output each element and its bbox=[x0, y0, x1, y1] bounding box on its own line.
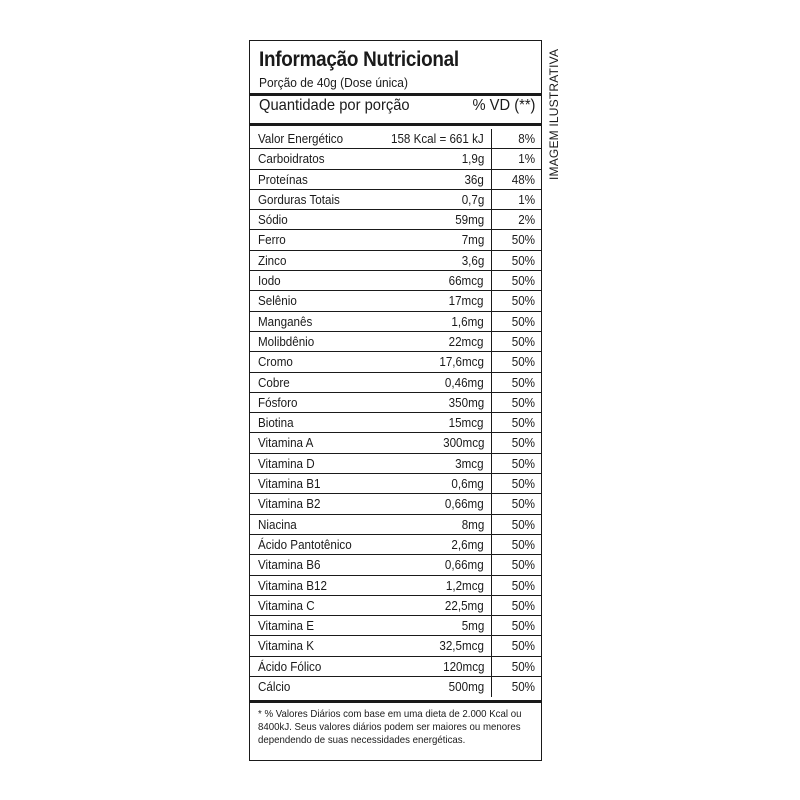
nutrient-daily-value: 50% bbox=[511, 233, 535, 248]
nutrient-name: Molibdênio bbox=[258, 334, 315, 349]
header-quantity: Quantidade por porção bbox=[259, 97, 410, 114]
column-divider bbox=[491, 291, 492, 310]
nutrient-daily-value: 50% bbox=[511, 274, 535, 289]
nutrient-daily-value: 50% bbox=[511, 537, 535, 552]
nutrient-daily-value: 50% bbox=[511, 477, 535, 492]
column-divider bbox=[491, 657, 492, 676]
table-row bbox=[250, 576, 541, 596]
table-row bbox=[250, 210, 541, 230]
column-header bbox=[259, 97, 535, 119]
illustrative-image-note: IMAGEM ILUSTRATIVA bbox=[547, 48, 561, 180]
nutrition-label bbox=[249, 40, 542, 761]
nutrient-amount: 3,6g bbox=[461, 253, 484, 268]
nutrient-daily-value: 50% bbox=[511, 517, 535, 532]
label-title: Informação Nutricional bbox=[259, 48, 459, 71]
table-row bbox=[250, 352, 541, 372]
nutrient-amount: 0,66mg bbox=[445, 497, 484, 512]
nutrient-daily-value: 50% bbox=[511, 294, 535, 309]
table-row bbox=[250, 454, 541, 474]
nutrient-daily-value: 2% bbox=[518, 213, 535, 228]
header-rule bbox=[250, 123, 541, 126]
nutrient-name: Vitamina D bbox=[258, 456, 315, 471]
column-divider bbox=[491, 210, 492, 229]
nutrient-amount: 59mg bbox=[454, 213, 484, 228]
nutrient-daily-value: 50% bbox=[511, 395, 535, 410]
nutrient-daily-value: 50% bbox=[511, 314, 535, 329]
header-daily-value: % VD (**) bbox=[472, 97, 535, 114]
column-divider bbox=[491, 170, 492, 189]
nutrient-daily-value: 50% bbox=[511, 659, 535, 674]
nutrient-daily-value: 50% bbox=[511, 456, 535, 471]
nutrient-name: Cobre bbox=[258, 375, 290, 390]
nutrient-daily-value: 50% bbox=[511, 558, 535, 573]
nutrient-daily-value: 50% bbox=[511, 619, 535, 634]
column-divider bbox=[491, 576, 492, 595]
nutrient-amount: 15mcg bbox=[449, 416, 484, 431]
column-divider bbox=[491, 515, 492, 534]
nutrient-name: Ferro bbox=[258, 233, 286, 248]
table-row bbox=[250, 494, 541, 514]
table-row bbox=[250, 474, 541, 494]
column-divider bbox=[491, 535, 492, 554]
column-divider bbox=[491, 474, 492, 493]
table-row bbox=[250, 535, 541, 555]
nutrient-amount: 8mg bbox=[461, 517, 484, 532]
nutrient-name: Biotina bbox=[258, 416, 294, 431]
nutrient-amount: 7mg bbox=[461, 233, 484, 248]
column-divider bbox=[491, 636, 492, 655]
nutrient-daily-value: 50% bbox=[511, 680, 535, 695]
nutrient-name: Vitamina A bbox=[258, 436, 314, 451]
nutrient-name: Iodo bbox=[258, 274, 281, 289]
table-row bbox=[250, 433, 541, 453]
nutrient-amount: 158 Kcal = 661 kJ bbox=[391, 132, 484, 146]
table-row bbox=[250, 291, 541, 311]
table-row bbox=[250, 515, 541, 535]
nutrient-amount: 5mg bbox=[461, 619, 484, 634]
table-row bbox=[250, 393, 541, 413]
nutrient-name: Fósforo bbox=[258, 395, 298, 410]
nutrient-amount: 1,6mg bbox=[451, 314, 484, 329]
table-row bbox=[250, 271, 541, 291]
column-divider bbox=[491, 555, 492, 574]
table-row bbox=[250, 230, 541, 250]
footnote: * % Valores Diários com base em uma dieta de 2.000 Kcal ou 8400kJ. Seus valores diários podem ser maiores ou menores dependendo de suas necessidades energéticas. bbox=[258, 708, 522, 746]
nutrient-amount: 66mcg bbox=[449, 274, 484, 289]
nutrient-name: Manganês bbox=[258, 314, 313, 329]
table-row bbox=[250, 616, 541, 636]
column-divider bbox=[491, 271, 492, 290]
table-row bbox=[250, 170, 541, 190]
nutrient-name: Valor Energético bbox=[258, 132, 344, 146]
column-divider bbox=[491, 596, 492, 615]
table-row bbox=[250, 251, 541, 271]
column-divider bbox=[491, 433, 492, 452]
table-row bbox=[250, 373, 541, 393]
bottom-rule bbox=[250, 700, 541, 703]
column-divider bbox=[491, 149, 492, 168]
column-divider bbox=[491, 373, 492, 392]
table-row bbox=[250, 332, 541, 352]
column-divider bbox=[491, 413, 492, 432]
nutrient-amount: 350mg bbox=[448, 395, 484, 410]
nutrient-daily-value: 50% bbox=[511, 334, 535, 349]
table-row bbox=[250, 149, 541, 169]
nutrient-daily-value: 50% bbox=[511, 598, 535, 613]
nutrient-daily-value: 50% bbox=[511, 355, 535, 370]
nutrient-name: Niacina bbox=[258, 517, 297, 532]
table-row bbox=[250, 190, 541, 210]
nutrient-name: Vitamina E bbox=[258, 619, 315, 634]
nutrient-amount: 300mcg bbox=[442, 436, 484, 451]
nutrient-name: Cálcio bbox=[258, 680, 291, 695]
table-row bbox=[250, 636, 541, 656]
column-divider bbox=[491, 312, 492, 331]
nutrient-daily-value: 50% bbox=[511, 253, 535, 268]
nutrient-amount: 2,6mg bbox=[451, 537, 484, 552]
column-divider bbox=[491, 230, 492, 249]
column-divider bbox=[491, 616, 492, 635]
column-divider bbox=[491, 454, 492, 473]
column-divider bbox=[491, 332, 492, 351]
nutrient-daily-value: 50% bbox=[511, 436, 535, 451]
nutrient-amount: 36g bbox=[464, 172, 484, 187]
nutrient-amount: 17mcg bbox=[449, 294, 484, 309]
nutrient-name: Vitamina B6 bbox=[258, 558, 321, 573]
top-rule bbox=[250, 93, 541, 96]
nutrient-name: Proteínas bbox=[258, 172, 308, 187]
portion-size: Porção de 40g (Dose única) bbox=[259, 75, 408, 90]
nutrient-amount: 1,2mcg bbox=[445, 578, 484, 593]
nutrient-name: Vitamina B2 bbox=[258, 497, 321, 512]
nutrient-amount: 32,5mcg bbox=[439, 639, 484, 654]
nutrient-name: Vitamina C bbox=[258, 598, 315, 613]
table-row bbox=[250, 596, 541, 616]
nutrient-daily-value: 50% bbox=[511, 639, 535, 654]
nutrient-name: Sódio bbox=[258, 213, 288, 228]
table-row bbox=[250, 677, 541, 697]
nutrient-amount: 500mg bbox=[448, 680, 484, 695]
nutrient-name: Zinco bbox=[258, 253, 287, 268]
table-row bbox=[250, 413, 541, 433]
nutrient-daily-value: 50% bbox=[511, 416, 535, 431]
nutrient-daily-value: 1% bbox=[518, 152, 535, 167]
nutrient-name: Selênio bbox=[258, 294, 297, 309]
column-divider bbox=[491, 352, 492, 371]
nutrient-daily-value: 50% bbox=[511, 497, 535, 512]
nutrient-amount: 22,5mg bbox=[445, 598, 484, 613]
nutrient-name: Carboidratos bbox=[258, 152, 325, 167]
table-row bbox=[250, 555, 541, 575]
table-row bbox=[250, 129, 541, 149]
nutrient-amount: 0,7g bbox=[461, 192, 484, 207]
nutrient-amount: 0,66mg bbox=[445, 558, 484, 573]
nutrient-name: Cromo bbox=[258, 355, 293, 370]
nutrient-name: Vitamina B1 bbox=[258, 477, 321, 492]
nutrient-daily-value: 1% bbox=[518, 192, 535, 207]
column-divider bbox=[491, 677, 492, 697]
table-row bbox=[250, 657, 541, 677]
nutrient-daily-value: 48% bbox=[511, 172, 535, 187]
nutrient-name: Vitamina K bbox=[258, 639, 315, 654]
nutrient-daily-value: 50% bbox=[511, 375, 535, 390]
nutrient-table bbox=[250, 129, 541, 697]
nutrient-name: Ácido Pantotênico bbox=[258, 537, 352, 552]
nutrient-amount: 3mcg bbox=[455, 456, 484, 471]
nutrient-amount: 120mcg bbox=[442, 659, 484, 674]
column-divider bbox=[491, 190, 492, 209]
nutrient-amount: 22mcg bbox=[449, 334, 484, 349]
column-divider bbox=[491, 393, 492, 412]
table-row bbox=[250, 312, 541, 332]
column-divider bbox=[491, 129, 492, 148]
nutrient-daily-value: 50% bbox=[511, 578, 535, 593]
column-divider bbox=[491, 494, 492, 513]
nutrient-amount: 0,46mg bbox=[445, 375, 484, 390]
nutrient-amount: 0,6mg bbox=[451, 477, 484, 492]
nutrient-daily-value: 8% bbox=[518, 132, 535, 146]
column-divider bbox=[491, 251, 492, 270]
nutrient-name: Vitamina B12 bbox=[258, 578, 327, 593]
nutrient-name: Gorduras Totais bbox=[258, 192, 340, 207]
nutrient-name: Ácido Fólico bbox=[258, 659, 322, 674]
nutrient-amount: 1,9g bbox=[461, 152, 484, 167]
nutrient-amount: 17,6mcg bbox=[439, 355, 484, 370]
